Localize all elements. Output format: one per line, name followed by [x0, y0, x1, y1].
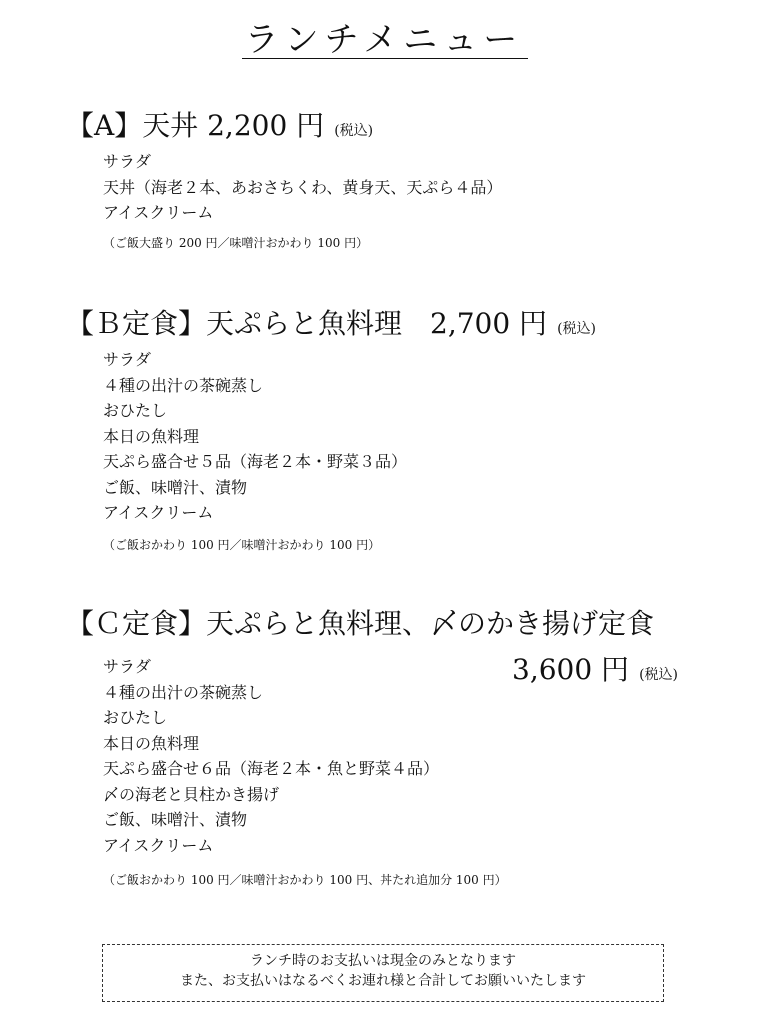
list-item: サラダ — [103, 657, 151, 676]
list-item: 〆の海老と貝柱かき揚げ — [103, 784, 280, 804]
notice-line-1: ランチ時のお支払いは現金のみとなります — [250, 953, 516, 969]
menu-a-title: 【A】天丼 2,200 円 — [66, 109, 325, 142]
menu-b-items — [103, 347, 407, 526]
list-item: 天ぷら盛合せ６品（海老２本・魚と野菜４品） — [103, 759, 440, 778]
menu-b-title: 【Ｂ定食】天ぷらと魚料理 2,700 円 — [66, 307, 548, 340]
payment-notice — [102, 944, 664, 1002]
menu-c-items — [103, 654, 439, 858]
menu-c-tax: (税込) — [639, 667, 678, 683]
menu-a-items — [103, 149, 502, 226]
list-item: アイスクリーム — [103, 835, 214, 855]
title-underline — [242, 58, 528, 59]
list-item: ４種の出汁の茶碗蒸し — [103, 375, 264, 395]
menu-c-note: （ご飯おかわり 100 円／味噌汁おかわり 100 円、丼たれ追加分 100 円） — [103, 873, 507, 887]
menu-b-note: （ご飯おかわり 100 円／味噌汁おかわり 100 円） — [103, 538, 381, 552]
menu-c-price-value: 3,600 円 — [512, 653, 630, 686]
menu-b-heading — [66, 302, 596, 342]
menu-b-tax: (税込) — [557, 321, 596, 337]
page-title: ランチメニュー — [244, 20, 524, 60]
menu-a-heading — [66, 104, 373, 144]
list-item: 天丼（海老２本、あおさちくわ、黄身天、天ぷら４品） — [103, 177, 503, 197]
list-item: おひたし — [103, 401, 168, 420]
list-item: 本日の魚料理 — [103, 426, 200, 446]
list-item: おひたし — [103, 708, 168, 727]
list-item: ４種の出汁の茶碗蒸し — [103, 682, 264, 702]
list-item: ご飯、味噌汁、漬物 — [103, 810, 248, 829]
menu-c-price — [512, 648, 678, 688]
list-item: 本日の魚料理 — [103, 733, 200, 753]
menu-a-tax: (税込) — [334, 123, 374, 139]
menu-c-heading: 【Ｃ定食】天ぷらと魚料理、〆のかき揚げ定食 — [66, 607, 655, 640]
menu-a-note: （ご飯大盛り 200 円／味噌汁おかわり 100 円） — [103, 236, 369, 250]
list-item: サラダ — [103, 350, 151, 369]
list-item: サラダ — [103, 152, 151, 171]
notice-line-2: また、お支払いはなるべくお連れ様と合計してお願いいたします — [180, 973, 586, 989]
list-item: 天ぷら盛合せ５品（海老２本・野菜３品） — [103, 452, 408, 471]
list-item: アイスクリーム — [103, 203, 214, 222]
list-item: ご飯、味噌汁、漬物 — [103, 477, 248, 497]
list-item: アイスクリーム — [103, 503, 214, 522]
